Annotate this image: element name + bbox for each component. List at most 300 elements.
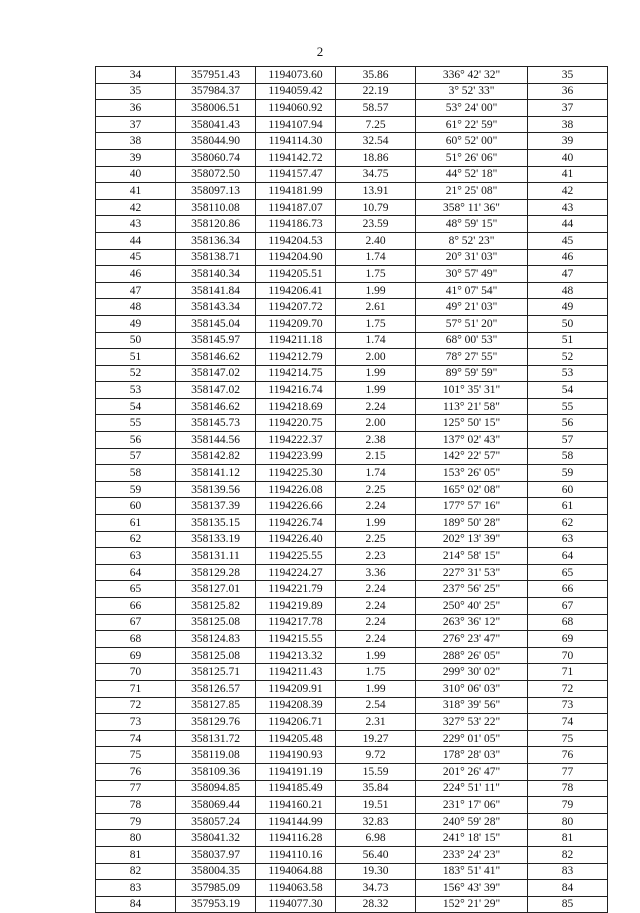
distance-cell: 1.99 — [336, 515, 416, 532]
distance-cell: 2.24 — [336, 581, 416, 598]
point-number-cell: 50 — [96, 332, 176, 349]
x-coordinate-cell: 358094.85 — [176, 780, 256, 797]
distance-cell: 2.00 — [336, 415, 416, 432]
next-point-cell: 81 — [528, 830, 608, 847]
bearing-cell: 288° 26' 05" — [416, 647, 528, 664]
point-number-cell: 44 — [96, 232, 176, 249]
next-point-cell: 72 — [528, 680, 608, 697]
distance-cell: 2.24 — [336, 614, 416, 631]
bearing-cell: 152° 21' 29" — [416, 896, 528, 913]
next-point-cell: 85 — [528, 896, 608, 913]
distance-cell: 7.25 — [336, 116, 416, 133]
distance-cell: 2.00 — [336, 349, 416, 366]
next-point-cell: 42 — [528, 183, 608, 200]
x-coordinate-cell: 358057.24 — [176, 813, 256, 830]
y-coordinate-cell: 1194059.42 — [256, 83, 336, 100]
x-coordinate-cell: 357951.43 — [176, 67, 256, 84]
distance-cell: 1.74 — [336, 332, 416, 349]
distance-cell: 2.31 — [336, 714, 416, 731]
next-point-cell: 52 — [528, 349, 608, 366]
next-point-cell: 48 — [528, 282, 608, 299]
coordinates-table — [95, 66, 608, 913]
y-coordinate-cell: 1194225.55 — [256, 548, 336, 565]
table-row — [96, 598, 608, 615]
x-coordinate-cell: 357953.19 — [176, 896, 256, 913]
bearing-cell: 101° 35' 31" — [416, 382, 528, 399]
y-coordinate-cell: 1194181.99 — [256, 183, 336, 200]
point-number-cell: 76 — [96, 763, 176, 780]
next-point-cell: 80 — [528, 813, 608, 830]
table-row — [96, 216, 608, 233]
next-point-cell: 51 — [528, 332, 608, 349]
point-number-cell: 67 — [96, 614, 176, 631]
next-point-cell: 58 — [528, 448, 608, 465]
x-coordinate-cell: 358120.86 — [176, 216, 256, 233]
x-coordinate-cell: 358131.72 — [176, 730, 256, 747]
point-number-cell: 73 — [96, 714, 176, 731]
table-row — [96, 515, 608, 532]
point-number-cell: 46 — [96, 266, 176, 283]
y-coordinate-cell: 1194213.32 — [256, 647, 336, 664]
next-point-cell: 50 — [528, 315, 608, 332]
y-coordinate-cell: 1194110.16 — [256, 846, 336, 863]
point-number-cell: 37 — [96, 116, 176, 133]
y-coordinate-cell: 1194226.66 — [256, 498, 336, 515]
x-coordinate-cell: 358143.34 — [176, 299, 256, 316]
next-point-cell: 74 — [528, 714, 608, 731]
table-row — [96, 813, 608, 830]
y-coordinate-cell: 1194185.49 — [256, 780, 336, 797]
next-point-cell: 61 — [528, 498, 608, 515]
next-point-cell: 68 — [528, 614, 608, 631]
distance-cell: 2.40 — [336, 232, 416, 249]
distance-cell: 32.54 — [336, 133, 416, 150]
distance-cell: 35.86 — [336, 67, 416, 84]
bearing-cell: 3° 52' 33" — [416, 83, 528, 100]
y-coordinate-cell: 1194077.30 — [256, 896, 336, 913]
table-row — [96, 797, 608, 814]
x-coordinate-cell: 358004.35 — [176, 863, 256, 880]
next-point-cell: 60 — [528, 481, 608, 498]
table-row — [96, 266, 608, 283]
x-coordinate-cell: 358141.12 — [176, 465, 256, 482]
point-number-cell: 55 — [96, 415, 176, 432]
y-coordinate-cell: 1194221.79 — [256, 581, 336, 598]
table-row — [96, 863, 608, 880]
point-number-cell: 38 — [96, 133, 176, 150]
x-coordinate-cell: 358131.11 — [176, 548, 256, 565]
y-coordinate-cell: 1194226.40 — [256, 531, 336, 548]
point-number-cell: 53 — [96, 382, 176, 399]
bearing-cell: 60° 52' 00" — [416, 133, 528, 150]
x-coordinate-cell: 358119.08 — [176, 747, 256, 764]
table-row — [96, 631, 608, 648]
table-row — [96, 415, 608, 432]
distance-cell: 2.54 — [336, 697, 416, 714]
point-number-cell: 64 — [96, 564, 176, 581]
table-row — [96, 282, 608, 299]
y-coordinate-cell: 1194212.79 — [256, 349, 336, 366]
next-point-cell: 73 — [528, 697, 608, 714]
point-number-cell: 70 — [96, 664, 176, 681]
distance-cell: 1.99 — [336, 282, 416, 299]
distance-cell: 1.74 — [336, 249, 416, 266]
x-coordinate-cell: 358110.08 — [176, 199, 256, 216]
bearing-cell: 276° 23' 47" — [416, 631, 528, 648]
bearing-cell: 49° 21' 03" — [416, 299, 528, 316]
bearing-cell: 48° 59' 15" — [416, 216, 528, 233]
point-number-cell: 84 — [96, 896, 176, 913]
distance-cell: 15.59 — [336, 763, 416, 780]
table-row — [96, 614, 608, 631]
distance-cell: 2.38 — [336, 432, 416, 449]
distance-cell: 1.75 — [336, 315, 416, 332]
bearing-cell: 214° 58' 15" — [416, 548, 528, 565]
point-number-cell: 78 — [96, 797, 176, 814]
table-row — [96, 531, 608, 548]
bearing-cell: 233° 24' 23" — [416, 846, 528, 863]
y-coordinate-cell: 1194204.53 — [256, 232, 336, 249]
table-row — [96, 232, 608, 249]
next-point-cell: 41 — [528, 166, 608, 183]
table-row — [96, 299, 608, 316]
table-row — [96, 548, 608, 565]
point-number-cell: 82 — [96, 863, 176, 880]
table-row — [96, 747, 608, 764]
bearing-cell: 240° 59' 28" — [416, 813, 528, 830]
bearing-cell: 224° 51' 11" — [416, 780, 528, 797]
x-coordinate-cell: 358129.28 — [176, 564, 256, 581]
point-number-cell: 62 — [96, 531, 176, 548]
bearing-cell: 153° 26' 05" — [416, 465, 528, 482]
bearing-cell: 227° 31' 53" — [416, 564, 528, 581]
bearing-cell: 299° 30' 02" — [416, 664, 528, 681]
point-number-cell: 83 — [96, 880, 176, 897]
distance-cell: 1.75 — [336, 266, 416, 283]
x-coordinate-cell: 358145.97 — [176, 332, 256, 349]
x-coordinate-cell: 357985.09 — [176, 880, 256, 897]
y-coordinate-cell: 1194215.55 — [256, 631, 336, 648]
point-number-cell: 41 — [96, 183, 176, 200]
distance-cell: 13.91 — [336, 183, 416, 200]
point-number-cell: 57 — [96, 448, 176, 465]
table-row — [96, 498, 608, 515]
y-coordinate-cell: 1194190.93 — [256, 747, 336, 764]
table-row — [96, 365, 608, 382]
next-point-cell: 49 — [528, 299, 608, 316]
distance-cell: 1.74 — [336, 465, 416, 482]
y-coordinate-cell: 1194225.30 — [256, 465, 336, 482]
table-row — [96, 67, 608, 84]
table-row — [96, 166, 608, 183]
next-point-cell: 78 — [528, 780, 608, 797]
point-number-cell: 36 — [96, 100, 176, 117]
y-coordinate-cell: 1194218.69 — [256, 398, 336, 415]
x-coordinate-cell: 358124.83 — [176, 631, 256, 648]
table-row — [96, 432, 608, 449]
next-point-cell: 46 — [528, 249, 608, 266]
bearing-cell: 137° 02' 43" — [416, 432, 528, 449]
x-coordinate-cell: 358125.71 — [176, 664, 256, 681]
bearing-cell: 125° 50' 15" — [416, 415, 528, 432]
y-coordinate-cell: 1194186.73 — [256, 216, 336, 233]
x-coordinate-cell: 358145.73 — [176, 415, 256, 432]
distance-cell: 1.99 — [336, 382, 416, 399]
y-coordinate-cell: 1194060.92 — [256, 100, 336, 117]
x-coordinate-cell: 358125.82 — [176, 598, 256, 615]
distance-cell: 1.99 — [336, 680, 416, 697]
point-number-cell: 39 — [96, 149, 176, 166]
x-coordinate-cell: 358146.62 — [176, 349, 256, 366]
point-number-cell: 42 — [96, 199, 176, 216]
x-coordinate-cell: 358133.19 — [176, 531, 256, 548]
table-row — [96, 680, 608, 697]
x-coordinate-cell: 357984.37 — [176, 83, 256, 100]
distance-cell: 19.51 — [336, 797, 416, 814]
x-coordinate-cell: 358041.43 — [176, 116, 256, 133]
bearing-cell: 250° 40' 25" — [416, 598, 528, 615]
distance-cell: 32.83 — [336, 813, 416, 830]
table-row — [96, 581, 608, 598]
next-point-cell: 70 — [528, 647, 608, 664]
point-number-cell: 54 — [96, 398, 176, 415]
point-number-cell: 65 — [96, 581, 176, 598]
bearing-cell: 178° 28' 03" — [416, 747, 528, 764]
bearing-cell: 237° 56' 25" — [416, 581, 528, 598]
y-coordinate-cell: 1194187.07 — [256, 199, 336, 216]
x-coordinate-cell: 358126.57 — [176, 680, 256, 697]
y-coordinate-cell: 1194205.48 — [256, 730, 336, 747]
x-coordinate-cell: 358136.34 — [176, 232, 256, 249]
point-number-cell: 77 — [96, 780, 176, 797]
point-number-cell: 43 — [96, 216, 176, 233]
next-point-cell: 65 — [528, 564, 608, 581]
bearing-cell: 336° 42' 32" — [416, 67, 528, 84]
next-point-cell: 55 — [528, 398, 608, 415]
x-coordinate-cell: 358060.74 — [176, 149, 256, 166]
distance-cell: 2.15 — [336, 448, 416, 465]
bearing-cell: 189° 50' 28" — [416, 515, 528, 532]
x-coordinate-cell: 358147.02 — [176, 365, 256, 382]
x-coordinate-cell: 358109.36 — [176, 763, 256, 780]
table-row — [96, 564, 608, 581]
point-number-cell: 66 — [96, 598, 176, 615]
next-point-cell: 54 — [528, 382, 608, 399]
table-row — [96, 647, 608, 664]
distance-cell: 3.36 — [336, 564, 416, 581]
point-number-cell: 49 — [96, 315, 176, 332]
next-point-cell: 67 — [528, 598, 608, 615]
distance-cell: 2.61 — [336, 299, 416, 316]
y-coordinate-cell: 1194116.28 — [256, 830, 336, 847]
point-number-cell: 51 — [96, 349, 176, 366]
y-coordinate-cell: 1194204.90 — [256, 249, 336, 266]
y-coordinate-cell: 1194191.19 — [256, 763, 336, 780]
distance-cell: 22.19 — [336, 83, 416, 100]
next-point-cell: 35 — [528, 67, 608, 84]
x-coordinate-cell: 358127.01 — [176, 581, 256, 598]
y-coordinate-cell: 1194222.37 — [256, 432, 336, 449]
point-number-cell: 72 — [96, 697, 176, 714]
x-coordinate-cell: 358037.97 — [176, 846, 256, 863]
x-coordinate-cell: 358140.34 — [176, 266, 256, 283]
y-coordinate-cell: 1194207.72 — [256, 299, 336, 316]
x-coordinate-cell: 358097.13 — [176, 183, 256, 200]
distance-cell: 9.72 — [336, 747, 416, 764]
bearing-cell: 231° 17' 06" — [416, 797, 528, 814]
table-row — [96, 896, 608, 913]
bearing-cell: 183° 51' 41" — [416, 863, 528, 880]
table-row — [96, 697, 608, 714]
table-row — [96, 398, 608, 415]
next-point-cell: 69 — [528, 631, 608, 648]
table-row — [96, 481, 608, 498]
y-coordinate-cell: 1194209.70 — [256, 315, 336, 332]
table-row — [96, 315, 608, 332]
y-coordinate-cell: 1194211.18 — [256, 332, 336, 349]
bearing-cell: 142° 22' 57" — [416, 448, 528, 465]
y-coordinate-cell: 1194206.41 — [256, 282, 336, 299]
bearing-cell: 78° 27' 55" — [416, 349, 528, 366]
point-number-cell: 71 — [96, 680, 176, 697]
distance-cell: 19.30 — [336, 863, 416, 880]
point-number-cell: 61 — [96, 515, 176, 532]
distance-cell: 2.24 — [336, 398, 416, 415]
bearing-cell: 89° 59' 59" — [416, 365, 528, 382]
y-coordinate-cell: 1194223.99 — [256, 448, 336, 465]
bearing-cell: 21° 25' 08" — [416, 183, 528, 200]
y-coordinate-cell: 1194219.89 — [256, 598, 336, 615]
x-coordinate-cell: 358006.51 — [176, 100, 256, 117]
distance-cell: 35.84 — [336, 780, 416, 797]
y-coordinate-cell: 1194206.71 — [256, 714, 336, 731]
next-point-cell: 40 — [528, 149, 608, 166]
bearing-cell: 8° 52' 23" — [416, 232, 528, 249]
bearing-cell: 44° 52' 18" — [416, 166, 528, 183]
distance-cell: 18.86 — [336, 149, 416, 166]
x-coordinate-cell: 358125.08 — [176, 614, 256, 631]
bearing-cell: 229° 01' 05" — [416, 730, 528, 747]
y-coordinate-cell: 1194226.74 — [256, 515, 336, 532]
y-coordinate-cell: 1194063.58 — [256, 880, 336, 897]
coordinates-table-body — [96, 67, 608, 913]
distance-cell: 2.24 — [336, 498, 416, 515]
next-point-cell: 53 — [528, 365, 608, 382]
next-point-cell: 77 — [528, 763, 608, 780]
next-point-cell: 59 — [528, 465, 608, 482]
y-coordinate-cell: 1194114.30 — [256, 133, 336, 150]
y-coordinate-cell: 1194142.72 — [256, 149, 336, 166]
next-point-cell: 62 — [528, 515, 608, 532]
y-coordinate-cell: 1194208.39 — [256, 697, 336, 714]
bearing-cell: 20° 31' 03" — [416, 249, 528, 266]
next-point-cell: 63 — [528, 531, 608, 548]
y-coordinate-cell: 1194160.21 — [256, 797, 336, 814]
next-point-cell: 75 — [528, 730, 608, 747]
bearing-cell: 30° 57' 49" — [416, 266, 528, 283]
table-row — [96, 730, 608, 747]
y-coordinate-cell: 1194214.75 — [256, 365, 336, 382]
y-coordinate-cell: 1194157.47 — [256, 166, 336, 183]
distance-cell: 2.24 — [336, 631, 416, 648]
point-number-cell: 60 — [96, 498, 176, 515]
table-row — [96, 199, 608, 216]
next-point-cell: 43 — [528, 199, 608, 216]
bearing-cell: 61° 22' 59" — [416, 116, 528, 133]
distance-cell: 2.25 — [336, 481, 416, 498]
distance-cell: 6.98 — [336, 830, 416, 847]
point-number-cell: 80 — [96, 830, 176, 847]
point-number-cell: 40 — [96, 166, 176, 183]
table-row — [96, 830, 608, 847]
next-point-cell: 39 — [528, 133, 608, 150]
point-number-cell: 79 — [96, 813, 176, 830]
next-point-cell: 76 — [528, 747, 608, 764]
x-coordinate-cell: 358141.84 — [176, 282, 256, 299]
table-row — [96, 846, 608, 863]
y-coordinate-cell: 1194211.43 — [256, 664, 336, 681]
bearing-cell: 113° 21' 58" — [416, 398, 528, 415]
point-number-cell: 47 — [96, 282, 176, 299]
bearing-cell: 156° 43' 39" — [416, 880, 528, 897]
distance-cell: 23.59 — [336, 216, 416, 233]
x-coordinate-cell: 358069.44 — [176, 797, 256, 814]
table-row — [96, 149, 608, 166]
table-row — [96, 714, 608, 731]
next-point-cell: 57 — [528, 432, 608, 449]
y-coordinate-cell: 1194226.08 — [256, 481, 336, 498]
bearing-cell: 263° 36' 12" — [416, 614, 528, 631]
bearing-cell: 165° 02' 08" — [416, 481, 528, 498]
x-coordinate-cell: 358139.56 — [176, 481, 256, 498]
y-coordinate-cell: 1194217.78 — [256, 614, 336, 631]
y-coordinate-cell: 1194064.88 — [256, 863, 336, 880]
table-row — [96, 664, 608, 681]
bearing-cell: 202° 13' 39" — [416, 531, 528, 548]
point-number-cell: 45 — [96, 249, 176, 266]
y-coordinate-cell: 1194216.74 — [256, 382, 336, 399]
bearing-cell: 51° 26' 06" — [416, 149, 528, 166]
next-point-cell: 36 — [528, 83, 608, 100]
x-coordinate-cell: 358041.32 — [176, 830, 256, 847]
x-coordinate-cell: 358144.56 — [176, 432, 256, 449]
table-row — [96, 133, 608, 150]
x-coordinate-cell: 358129.76 — [176, 714, 256, 731]
x-coordinate-cell: 358125.08 — [176, 647, 256, 664]
table-row — [96, 332, 608, 349]
bearing-cell: 310° 06' 03" — [416, 680, 528, 697]
bearing-cell: 41° 07' 54" — [416, 282, 528, 299]
next-point-cell: 56 — [528, 415, 608, 432]
x-coordinate-cell: 358145.04 — [176, 315, 256, 332]
distance-cell: 1.99 — [336, 365, 416, 382]
next-point-cell: 66 — [528, 581, 608, 598]
y-coordinate-cell: 1194209.91 — [256, 680, 336, 697]
point-number-cell: 52 — [96, 365, 176, 382]
next-point-cell: 83 — [528, 863, 608, 880]
point-number-cell: 69 — [96, 647, 176, 664]
distance-cell: 2.25 — [336, 531, 416, 548]
distance-cell: 58.57 — [336, 100, 416, 117]
next-point-cell: 82 — [528, 846, 608, 863]
distance-cell: 28.32 — [336, 896, 416, 913]
point-number-cell: 48 — [96, 299, 176, 316]
next-point-cell: 38 — [528, 116, 608, 133]
next-point-cell: 79 — [528, 797, 608, 814]
point-number-cell: 81 — [96, 846, 176, 863]
y-coordinate-cell: 1194107.94 — [256, 116, 336, 133]
distance-cell: 34.75 — [336, 166, 416, 183]
